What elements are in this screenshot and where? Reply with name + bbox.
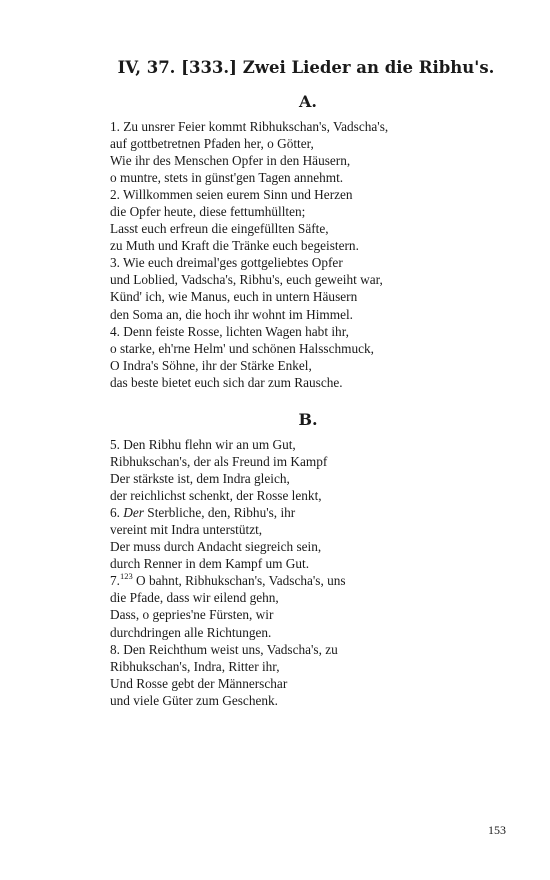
verse-line: Der stärkste ist, dem Indra gleich,: [110, 471, 290, 487]
footnote-marker[interactable]: 123: [119, 571, 133, 582]
verse-line: o starke, eh'rne Helm' und schönen Halsschmuck,: [110, 340, 375, 356]
verse-line: o muntre, stets in günst'gen Tagen annehmt.: [110, 170, 344, 186]
section-a-verses: [110, 118, 530, 391]
verse-line: Ribhukschan's, Indra, Ritter ihr,: [110, 658, 280, 674]
verse-line: auf gottbetretnen Pfaden her, o Götter,: [110, 136, 314, 152]
verse-line: Wie ihr des Menschen Opfer in den Häusern,: [110, 153, 351, 169]
verse-line: durch Renner in dem Kampf um Gut.: [110, 556, 310, 572]
section-b-heading: B.: [298, 410, 318, 429]
verse-line: der reichlichst schenkt, der Rosse lenkt,: [110, 488, 322, 504]
verse-line: 5. Den Ribhu flehn wir an um Gut,: [110, 437, 296, 452]
verse-number: 6.: [110, 505, 124, 521]
verse-line: vereint mit Indra unterstützt,: [110, 522, 263, 538]
verse-line: zu Muth und Kraft die Tränke euch begeistern.: [110, 238, 359, 254]
verse-line: Der muss durch Andacht siegreich sein,: [110, 539, 322, 555]
section-b-verses: [110, 436, 530, 709]
verse-line: 1. Zu unsrer Feier kommt Ribhukschan's, Vadscha's,: [110, 119, 389, 134]
verse-line-6: [110, 504, 530, 521]
verse-line: Künd' ich, wie Manus, euch in untern Häusern: [110, 289, 358, 305]
verse-line: 8. Den Reichthum weist uns, Vadscha's, zu: [110, 641, 338, 657]
verse-line: die Opfer heute, diese fettumhüllten;: [110, 204, 306, 220]
verse-line: Ribhukschan's, der als Freund im Kampf: [110, 454, 328, 470]
verse-line: 4. Denn feiste Rosse, lichten Wagen habt ihr,: [110, 323, 349, 339]
verse-line: den Soma an, die hoch ihr wohnt im Himmel.: [110, 306, 353, 322]
verse-line: die Pfade, dass wir eilend gehn,: [110, 590, 279, 606]
verse-line: und viele Güter zum Geschenk.: [110, 692, 279, 708]
section-a-heading: A.: [299, 92, 317, 111]
verse-line-7: [110, 572, 530, 589]
verse-line: Lasst euch erfreun die eingefüllten Säfte,: [110, 221, 329, 237]
verse-line: 3. Wie euch dreimal'ges gottgeliebtes Opfer: [110, 255, 343, 271]
verse-number: 7.: [110, 573, 120, 589]
page-title: IV, 37. [333.] Zwei Lieder an die Ribhu's.: [117, 58, 495, 77]
page-number: 153: [488, 823, 506, 837]
verse-line: das beste bietet euch sich dar zum Rausche.: [110, 374, 343, 390]
emphasized-word: Der: [123, 505, 144, 521]
verse-line: 2. Willkommen seien eurem Sinn und Herzen: [110, 187, 353, 203]
verse-line: O Indra's Söhne, ihr der Stärke Enkel,: [110, 357, 312, 373]
verse-text: O bahnt, Ribhukschan's, Vadscha's, uns: [132, 573, 346, 589]
verse-line: Und Rosse gebt der Männerschar: [110, 675, 288, 691]
verse-text: Sterbliche, den, Ribhu's, ihr: [143, 505, 296, 521]
verse-line: und Loblied, Vadscha's, Ribhu's, euch geweiht war,: [110, 272, 383, 288]
verse-line: durchdringen alle Richtungen.: [110, 624, 272, 640]
verse-line: Dass, o gepries'ne Fürsten, wir: [110, 607, 274, 623]
